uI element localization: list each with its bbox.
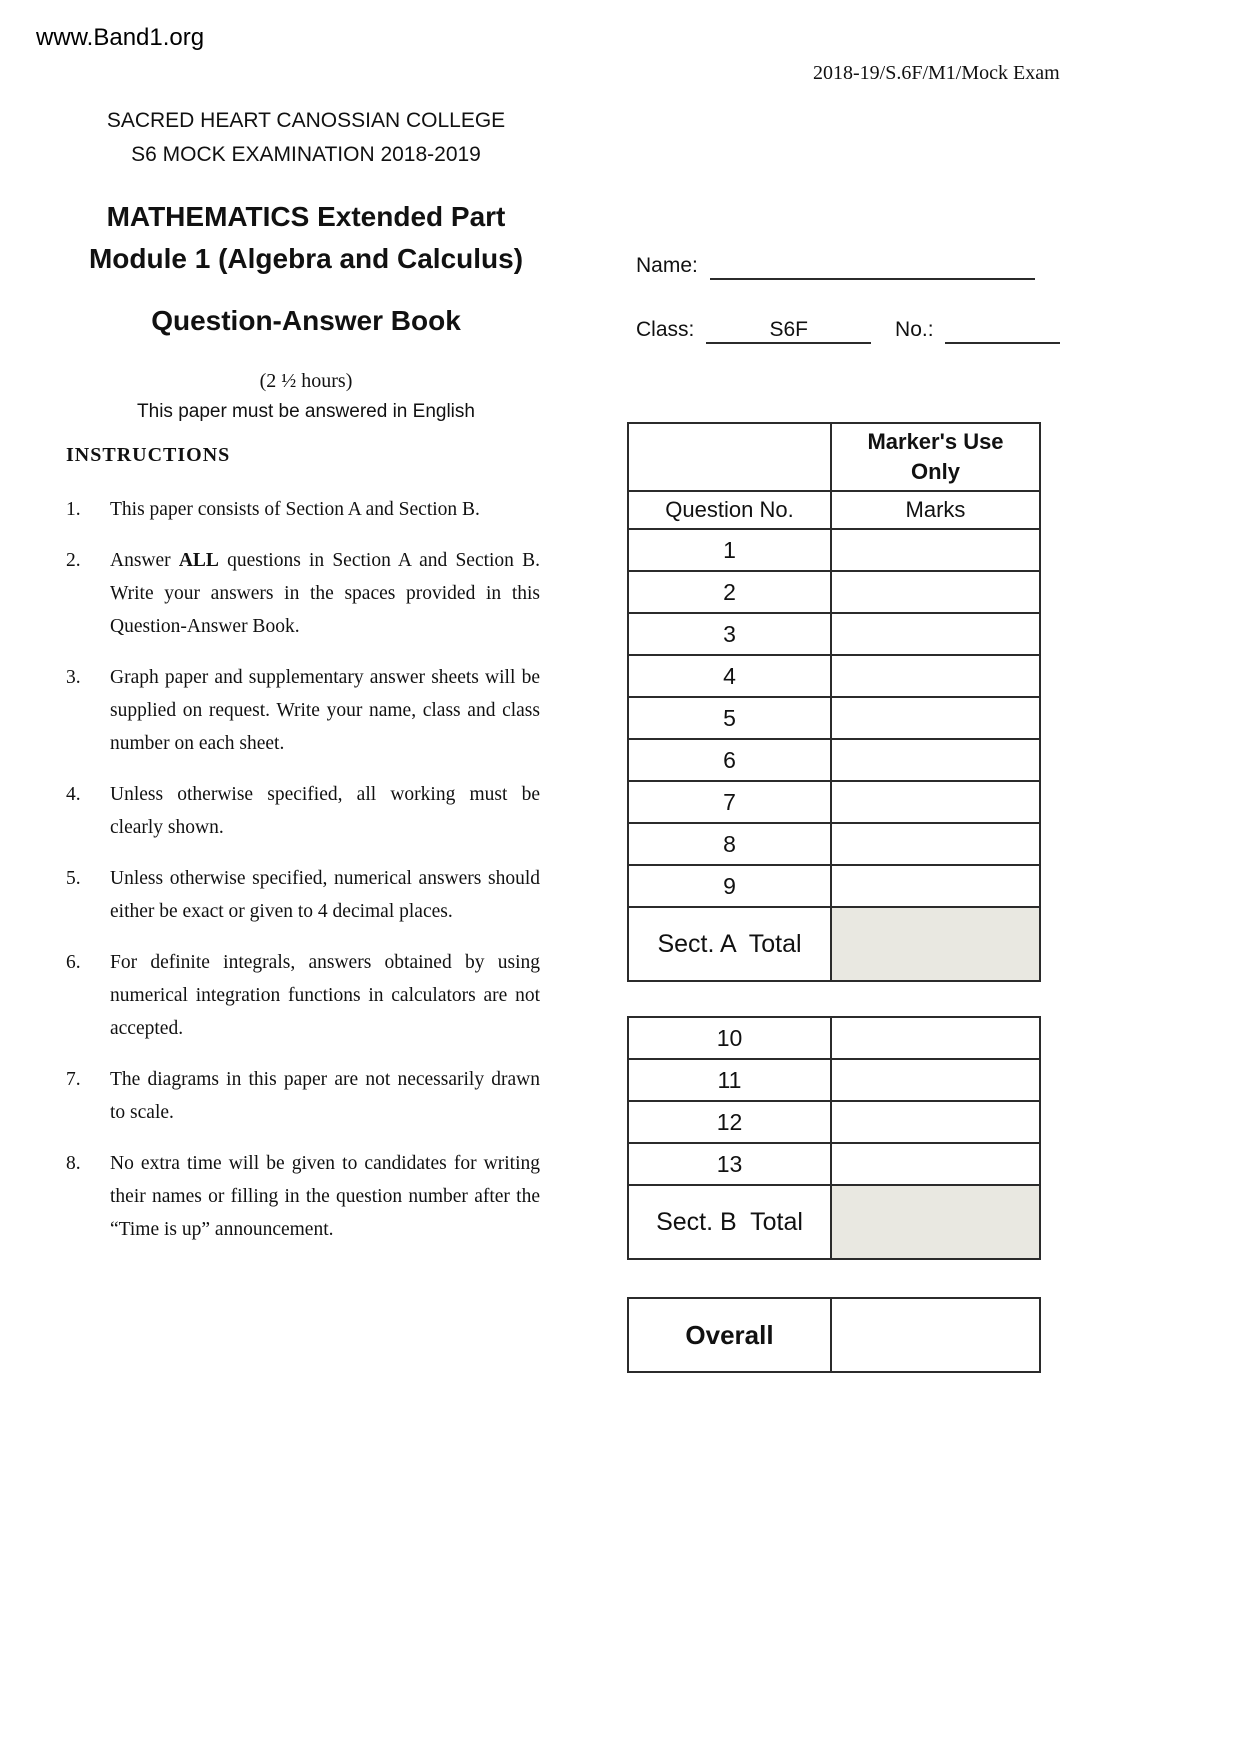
question-no-cell: 10 [628, 1017, 831, 1059]
marker-header-line1: Marker's Use [867, 429, 1004, 454]
book-title: Question-Answer Book [151, 305, 461, 336]
question-no-cell: 4 [628, 655, 831, 697]
instruction-item-2 [66, 544, 540, 643]
question-no-cell: 1 [628, 529, 831, 571]
marks-col-header: Marks [831, 491, 1040, 529]
question-row-3 [628, 613, 1040, 655]
instruction-text: The diagrams in this paper are not necessarily drawn to scale. [110, 1069, 540, 1123]
instruction-number: 4. [66, 784, 81, 805]
instruction-text: No extra time will be given to candidates for writing their names or filling in the question number after the “Time is up” announcement. [110, 1153, 540, 1240]
section-b-total-marks-cell [831, 1185, 1040, 1259]
instruction-item-1 [66, 493, 540, 526]
marks-cell-empty [831, 571, 1040, 613]
instruction-number: 5. [66, 868, 81, 889]
language-note: This paper must be answered in English [137, 401, 475, 422]
marks-cell-empty [831, 655, 1040, 697]
instruction-number: 7. [66, 1069, 81, 1090]
marks-cell-empty [831, 613, 1040, 655]
question-no-cell: 5 [628, 697, 831, 739]
question-no-cell: 11 [628, 1059, 831, 1101]
question-row-7 [628, 781, 1040, 823]
instruction-text: Unless otherwise specified, all working must be clearly shown. [110, 784, 540, 838]
instruction-number: 6. [66, 952, 81, 973]
instruction-text: For definite integrals, answers obtained by using numerical integration functions in calculators are not accepted. [110, 952, 540, 1039]
class-label: Class: [636, 318, 695, 341]
section-a-total-label: Sect. A Total [628, 907, 831, 981]
question-row-13 [628, 1143, 1040, 1185]
marker-header-line2: Only [911, 459, 960, 484]
overall-label: Overall [628, 1298, 831, 1372]
title-block [0, 196, 612, 425]
no-label: No.: [895, 318, 934, 341]
question-row-6 [628, 739, 1040, 781]
instruction-item-3 [66, 661, 540, 760]
marks-cell-empty [831, 697, 1040, 739]
marks-cell-empty [831, 823, 1040, 865]
marks-cell-empty [831, 865, 1040, 907]
question-no-col-header: Question No. [628, 491, 831, 529]
marker-header-row [628, 423, 1040, 491]
question-no-cell: 3 [628, 613, 831, 655]
marker-table-section-a [627, 422, 1041, 982]
question-row-5 [628, 697, 1040, 739]
instruction-item-8 [66, 1147, 540, 1246]
question-row-10 [628, 1017, 1040, 1059]
question-row-8 [628, 823, 1040, 865]
empty-header-cell [628, 423, 831, 491]
instruction-number: 8. [66, 1153, 81, 1174]
instructions-section [66, 444, 540, 1264]
class-blank[interactable]: S6F [706, 316, 871, 344]
instructions-heading: INSTRUCTIONS [66, 444, 231, 466]
instruction-number: 3. [66, 667, 81, 688]
marks-cell-empty [831, 739, 1040, 781]
name-field-row [636, 252, 1035, 280]
subject-title-line2: Module 1 (Algebra and Calculus) [88, 243, 524, 274]
question-no-cell: 7 [628, 781, 831, 823]
marks-cell-empty [831, 1143, 1040, 1185]
class-field-row [636, 316, 1060, 344]
column-header-row [628, 491, 1040, 529]
question-row-1 [628, 529, 1040, 571]
instruction-text: Unless otherwise specified, numerical answers should either be exact or given to 4 decimal places. [110, 868, 540, 922]
instruction-item-5 [66, 862, 540, 928]
instruction-text: This paper consists of Section A and Section B. [110, 499, 480, 520]
instruction-text-bold: ALL [178, 550, 219, 571]
question-no-cell: 6 [628, 739, 831, 781]
name-blank[interactable] [710, 252, 1035, 280]
section-a-total-marks-cell [831, 907, 1040, 981]
overall-row [628, 1298, 1040, 1372]
name-label: Name: [636, 254, 698, 277]
no-blank[interactable] [945, 316, 1060, 344]
question-row-12 [628, 1101, 1040, 1143]
doc-reference: 2018-19/S.6F/M1/Mock Exam [813, 62, 1060, 84]
instruction-text-part: Answer [110, 550, 179, 571]
section-b-total-label: Sect. B Total [628, 1185, 831, 1259]
instruction-item-7 [66, 1063, 540, 1129]
instruction-number: 2. [66, 550, 81, 571]
marker-table-section-b [627, 1016, 1041, 1260]
question-no-cell: 8 [628, 823, 831, 865]
section-a-total-row [628, 907, 1040, 981]
question-no-cell: 9 [628, 865, 831, 907]
marks-cell-empty [831, 1017, 1040, 1059]
marks-cell-empty [831, 529, 1040, 571]
marks-cell-empty [831, 1059, 1040, 1101]
instruction-text [110, 544, 540, 643]
instruction-text: Graph paper and supplementary answer sheets will be supplied on request. Write your name, class and class number on each sheet. [110, 667, 540, 754]
overall-marks-cell [831, 1298, 1040, 1372]
instruction-item-4 [66, 778, 540, 844]
site-url[interactable]: www.Band1.org [36, 24, 205, 51]
question-row-9 [628, 865, 1040, 907]
instruction-text-part: questions in Section A and Section B. Write your answers in the spaces provided in this Question-Answer Book. [110, 550, 540, 637]
section-b-total-row [628, 1185, 1040, 1259]
marks-cell-empty [831, 1101, 1040, 1143]
instruction-item-6 [66, 946, 540, 1045]
markers-use-only-header [831, 423, 1040, 491]
school-name: SACRED HEART CANOSSIAN COLLEGE [106, 109, 506, 132]
question-row-2 [628, 571, 1040, 613]
overall-table [627, 1297, 1041, 1373]
question-no-cell: 12 [628, 1101, 831, 1143]
school-block [0, 104, 612, 172]
exam-duration: (2 ½ hours) [259, 370, 353, 392]
question-no-cell: 13 [628, 1143, 831, 1185]
question-row-4 [628, 655, 1040, 697]
instruction-number: 1. [66, 499, 81, 520]
exam-name: S6 MOCK EXAMINATION 2018-2019 [131, 143, 481, 166]
question-row-11 [628, 1059, 1040, 1101]
marks-cell-empty [831, 781, 1040, 823]
question-no-cell: 2 [628, 571, 831, 613]
subject-title-line1: MATHEMATICS Extended Part [106, 201, 506, 232]
